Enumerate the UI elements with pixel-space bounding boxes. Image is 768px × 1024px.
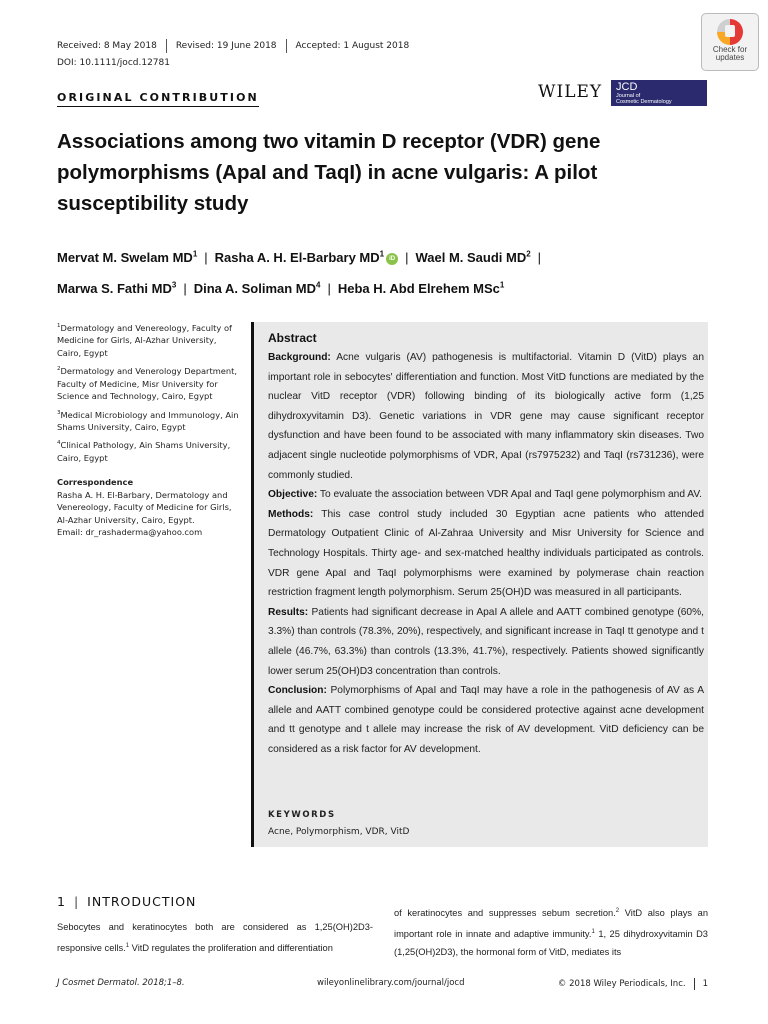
article-dates bbox=[57, 39, 409, 53]
footer-divider bbox=[694, 978, 695, 990]
doi[interactable]: DOI: 10.1111/jocd.12781 bbox=[57, 58, 170, 68]
citation[interactable]: 2 bbox=[615, 908, 620, 914]
correspondence-email[interactable]: Email: dr_rashaderma@yahoo.com bbox=[57, 527, 203, 538]
abstract-text bbox=[268, 329, 704, 759]
copyright: © 2018 Wiley Periodicals, Inc. bbox=[557, 979, 686, 989]
author[interactable]: Rasha A. H. El-Barbary $MD^1$ iD bbox=[215, 250, 398, 265]
abstract-heading: Abstract bbox=[268, 331, 317, 345]
abstract-conclusion: Conclusion: Polymorphisms of ApaI and TaqI may have a role in the pathogenesis of AV as A allele and AATT combined genotype could be considered protective against acne development and tt genotype and t allele may increase the risk of AV development. VitD deficiency can be considered as a risk factor for AV development. bbox=[268, 685, 704, 755]
check-for-updates-button[interactable]: Check for updates bbox=[701, 13, 759, 71]
section-heading-introduction: 1 | INTRODUCTION bbox=[57, 894, 197, 909]
journal-logo bbox=[611, 80, 707, 106]
publisher-logo: WILEY bbox=[538, 82, 603, 102]
author-list: Mervat M. Swelam $MD^1$ | Rasha A. H. El-Barbary $MD^1$ iD | Wael M. Saudi $MD^2$ | Marwa S. Fathi $MD^3$ | Dina A. Soliman $MD^4$ | Heba H. Abd Elrehem MSc$^1$ bbox=[57, 250, 542, 296]
abstract-box bbox=[251, 322, 708, 847]
author[interactable]: Marwa S. Fathi $MD^3$ bbox=[57, 280, 177, 296]
abstract-methods: Methods: This case control study included 30 Egyptian acne patients who attended Dermatology Outpatient Clinic of Al-Zahraa University and Misr University for Science and Technology Hospitals. Thirty age- and sex-matched healthy individuals participated as controls. VDR gene ApaI and TaqI polymorphisms were examined by polymerase chain reaction restriction fragment length polymorphism. Serum 25(OH)D was measured in all participants. bbox=[268, 508, 704, 599]
footer-right bbox=[558, 978, 708, 990]
citation[interactable]: 1 bbox=[125, 942, 130, 949]
citation[interactable]: 1 bbox=[591, 928, 595, 935]
revised-date: Revised: 19 June 2018 bbox=[175, 41, 277, 51]
page-number: 1 bbox=[702, 979, 708, 989]
journal-citation: J Cosmet Dermatol. 2018;1–8. bbox=[57, 978, 185, 988]
body-column-right: of keratinocytes and suppresses sebum secretion.$^2$ VitD also plays an important role in innate and adaptive immunity.$^1$ 1, 25 dihydroxyvitamin D3 (1,25(OH)2D3), the hormonal form of VitD, mediates its bbox=[394, 908, 709, 958]
journal-abbrev: JCD bbox=[616, 81, 638, 93]
date-divider bbox=[166, 39, 167, 53]
author[interactable]: Wael M. Saudi $MD^2$ bbox=[415, 250, 531, 266]
keywords-heading: KEYWORDS bbox=[268, 810, 336, 820]
keywords: Acne, Polymorphism, VDR, VitD bbox=[268, 827, 410, 837]
abstract-results: Results: Patients had significant decrease in ApaI A allele and AATT combined genotype (60%, 3.3%) than controls (78.3%, 20%), respectively, and significant increase in TaqI tt genotype and t allele (46.7%, 63.3%) than controls (13.3%, 41.7%), respectively. Patients showed significantly lower serum 25(OH)D3 concentration than controls. bbox=[268, 606, 704, 677]
affiliation: $^4$Clinical Pathology, Ain Shams University, Cairo, Egypt bbox=[57, 440, 231, 463]
accepted-date: Accepted: 1 August 2018 bbox=[295, 41, 410, 51]
affiliation: $^1$Dermatology and Venereology, Faculty of Medicine for Girls, Al-Azhar University, Cairo, Egypt bbox=[57, 322, 232, 358]
journal-name: Journal of Cosmetic Dermatology bbox=[616, 93, 672, 105]
author[interactable]: Dina A. Soliman $MD^4$ bbox=[193, 280, 321, 296]
author[interactable]: Heba H. Abd Elrehem MSc$^1$ bbox=[337, 280, 505, 296]
journal-url[interactable]: wileyonlinelibrary.com/journal/jocd bbox=[317, 978, 465, 988]
orcid-icon[interactable]: iD bbox=[386, 253, 398, 265]
affiliation: $^2$Dermatology and Venerology Department, Faculty of Medicine, Misr University for Science and Technology, Cairo, Egypt bbox=[57, 366, 238, 402]
bookmark-icon bbox=[717, 19, 743, 45]
abstract-objective: Objective: To evaluate the association between VDR ApaI and TaqI gene polymorphism and AV. bbox=[268, 489, 703, 501]
date-divider bbox=[286, 39, 287, 53]
section-label: ORIGINAL CONTRIBUTION bbox=[57, 91, 259, 107]
author[interactable]: Mervat M. Swelam $MD^1$ bbox=[57, 250, 198, 266]
body-column-left: Sebocytes and keratinocytes both are considered as 1,25(OH)2D3-responsive cells.$^1$ VitD regulates the proliferation and differentiation bbox=[57, 922, 373, 953]
article-title: Associations among two vitamin D receptor (VDR) gene polymorphisms (ApaI and TaqI) in acne vulgaris: A pilot susceptibility study bbox=[57, 130, 601, 215]
correspondence-heading: Correspondence bbox=[57, 477, 134, 488]
correspondence-address: Rasha A. H. El-Barbary, Dermatology and Venereology, Faculty of Medicine for Girls, Al-Azhar University, Cairo, Egypt. bbox=[57, 489, 232, 525]
received-date: Received: 8 May 2018 bbox=[57, 41, 157, 51]
abstract-background: Background: Acne vulgaris (AV) pathogenesis is multifactorial. Vitamin D (VitD) plays an important role in sebocytes' differentiation and function. Most VitD functions are mediated by the nuclear VitD receptor (VDR) following binding of its biologically active form (1,25 dihydroxyvitamin D3). Genetic variations in VDR gene may cause significant receptor dysfunction and have been found to be associated with many inflammatory skin diseases. Two adjacent single nucleotide polymorphisms of VDR, ApaI (rs7975232) and TaqI (rs731236), were commonly studied. bbox=[268, 352, 704, 481]
affiliations bbox=[57, 320, 242, 539]
affiliation: $^3$Medical Microbiology and Immunology, Ain Shams University, Cairo, Egypt bbox=[57, 409, 239, 432]
